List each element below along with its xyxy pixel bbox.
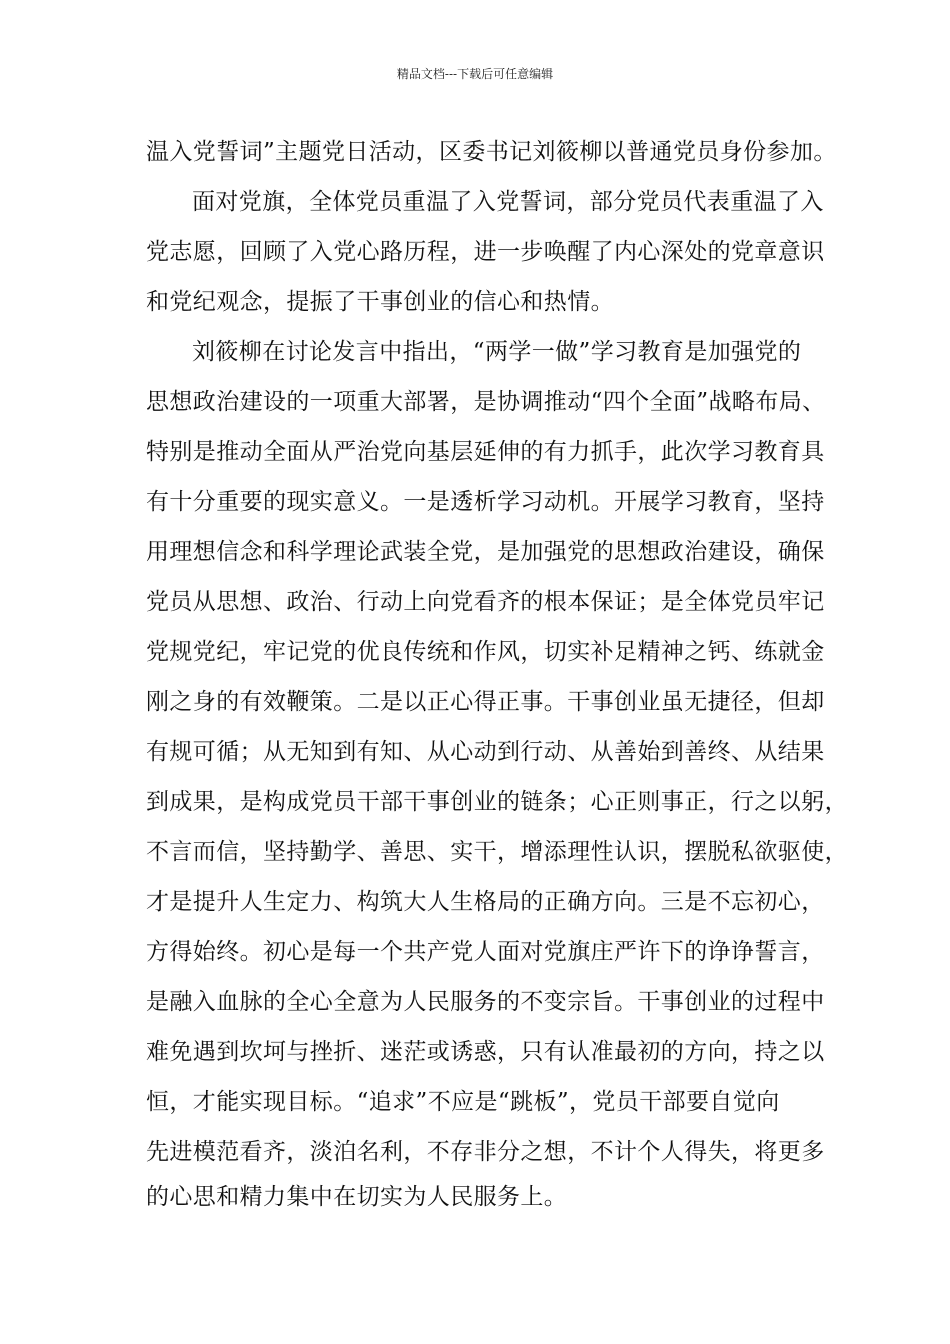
text-line: 思想政治建设的一项重大部署，是协调推动“四个全面”战略布局、 [146,389,826,415]
text-line: 党规党纪，牢记党的优良传统和作风，切实补足精神之钙、练就金 [146,639,825,665]
text-line: 党员从思想、政治、行动上向党看齐的根本保证；是全体党员牢记 [146,589,825,615]
text-line: 先进模范看齐，淡泊名利，不存非分之想，不计个人得失，将更多 [146,1139,825,1165]
text-line: 和党纪观念，提振了干事创业的信心和热情。 [146,289,614,315]
text-line: 温入党誓词”主题党日活动，区委书记刘筱柳以普通党员身份参加。 [146,139,837,165]
text-line: 难免遇到坎坷与挫折、迷茫或诱惑，只有认准最初的方向，持之以 [146,1039,825,1065]
text-line: 不言而信，坚持勤学、善思、实干，增添理性认识，摆脱私欲驱使， [146,839,848,865]
text-line: 有十分重要的现实意义。一是透析学习动机。开展学习教育，坚持 [146,489,825,515]
text-line: 是融入血脉的全心全意为人民服务的不变宗旨。干事创业的过程中 [146,989,825,1015]
text-line: 刘筱柳在讨论发言中指出，“两学一做”学习教育是加强党的 [192,339,802,365]
page-header: 精品文档---下载后可任意编辑 [396,67,554,81]
text-line: 特别是推动全面从严治党向基层延伸的有力抓手，此次学习教育具 [146,439,825,465]
text-line: 的心思和精力集中在切实为人民服务上。 [146,1184,568,1210]
text-line: 刚之身的有效鞭策。二是以正心得正事。干事创业虽无捷径，但却 [146,689,825,715]
text-line: 有规可循；从无知到有知、从心动到行动、从善始到善终、从结果 [146,739,825,765]
text-line: 才是提升人生定力、构筑大人生格局的正确方向。三是不忘初心， [146,889,825,915]
text-line: 党志愿，回顾了入党心路历程，进一步唤醒了内心深处的党章意识 [146,239,825,265]
text-line: 恒，才能实现目标。“追求”不应是“跳板”，党员干部要自觉向 [146,1089,780,1115]
text-line: 用理想信念和科学理论武装全党，是加强党的思想政治建设，确保 [146,539,825,565]
text-line: 面对党旗，全体党员重温了入党誓词，部分党员代表重温了入 [192,189,824,215]
text-line: 方得始终。初心是每一个共产党人面对党旗庄严许下的诤诤誓言， [146,939,825,965]
text-line: 到成果，是构成党员干部干事创业的链条；心正则事正，行之以躬， [146,789,848,815]
